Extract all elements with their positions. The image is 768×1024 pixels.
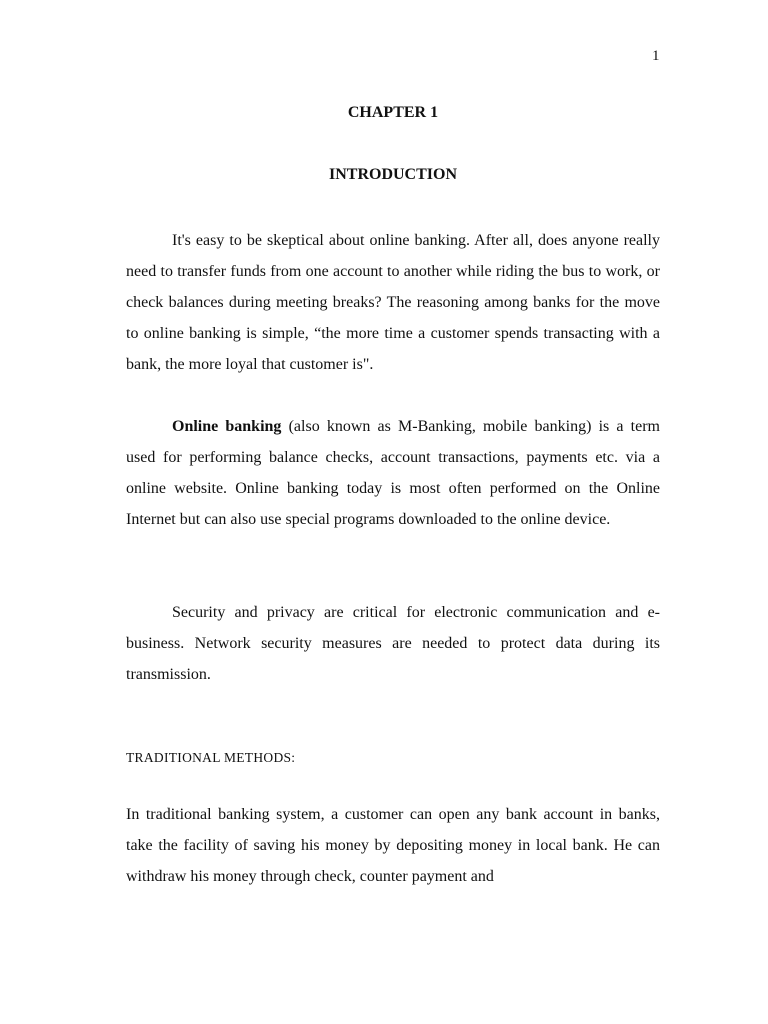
chapter-heading: CHAPTER 1 (347, 104, 439, 121)
online-banking-definition: (also known as M-Banking, mobile banking) is a term used for performing balance checks, account transactions, payments etc. via a online website. Online banking today is most often performed on the Online Internet but can also use special programs downloaded to the online device. (126, 418, 660, 528)
intro-paragraph: It's easy to be skeptical about online banking. After all, does anyone really need to transfer funds from one account to another while riding the bus to work, or check balances during meeting breaks? The reasoning among banks for the move to online banking is simple, “the more time a customer spends transacting with a bank, the more loyal that customer is". (126, 232, 660, 373)
online-banking-term: Online banking (172, 418, 282, 435)
section-heading: INTRODUCTION (328, 166, 457, 183)
page-number: 1 (652, 48, 660, 64)
online-banking-paragraph (126, 411, 660, 535)
security-paragraph: Security and privacy are critical for electronic communication and e-business. Network security measures are needed to protect data during its transmission. (126, 604, 660, 683)
traditional-methods-paragraph: In traditional banking system, a customer can open any bank account in banks, take the facility of saving his money by depositing money in local bank. He can withdraw his money through check, counter payment and (126, 806, 660, 885)
traditional-methods-heading: TRADITIONAL METHODS: (126, 750, 296, 765)
